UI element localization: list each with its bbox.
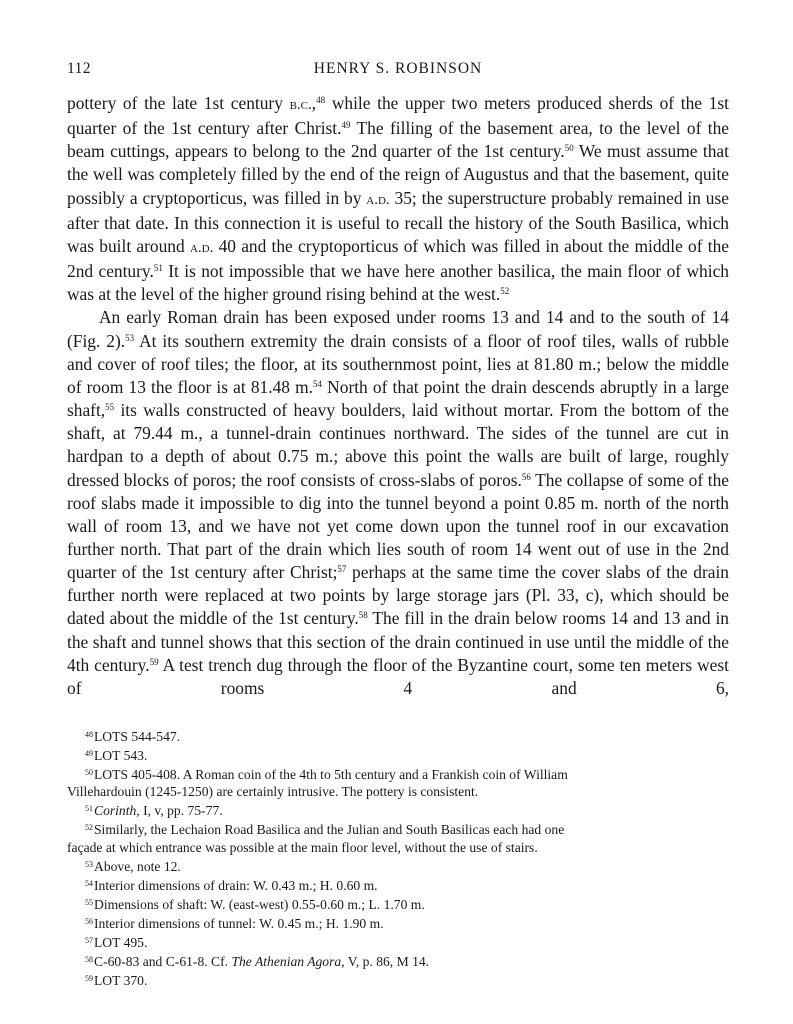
footnote-53: $^{53}$Above, note 12. <box>85 858 181 874</box>
footnote-57: $^{57}$LOT 495. <box>85 935 148 951</box>
footnote-52: $^{52}$Similarly, the Lechaion Road Basilica and the Julian and South Basilicas each had one façade at which entrance was possible at the main floor level, without the use of stairs. <box>67 822 565 855</box>
footnote-ref-52[interactable]: 52 <box>500 286 510 297</box>
footnote-59: $^{59}$LOT 370. <box>85 973 148 989</box>
footnote-48: $^{48}$LOTS 544-547. <box>85 729 181 744</box>
footnote-49: $^{49}$LOT 543. <box>85 748 148 764</box>
paragraph-2: An early Roman drain has been exposed under rooms 13 and 14 and to the south of 14 (Fig. 2).$^{53}$ At its southern extremity the drain consists of a floor of roof tiles, walls of rubble and cover of roof tiles; the floor, at its southernmost point, lies at 81.80 m.; below the middle of room 13 the floor is at 81.48 m.$^{54}$ North of that point the drain descends abruptly in a large shaft,$^{55}$ its walls constructed of heavy boulders, laid without mortar. From the bottom of the shaft, at 79.44 m., a tunnel-drain continues northward. The sides of the tunnel are cut in hardpan to a depth of about 0.75 m.; above this point the walls are built of large, roughly dressed blocks of poros; the roof consists of cross-slabs of poros.$^{56}$ The collapse of some of the roof slabs made it impossible to dig into the tunnel beyond a point 0.85 m. north of the north wall of room 13, and we have not yet come down upon the tunnel roof in our excavation further north. That part of the drain which lies south of room 14 went out of use in the 2nd quarter of the 1st century after Christ;$^{57}$ perhaps at the same time the cover slabs of the drain further north were replaced at two points by large storage jars (Pl. 33, c), which should be dated about the middle of the 1st century.$^{58}$ The fill in the drain below rooms 14 and 13 and in the shaft and tunnel shows that this section of the drain continued in use until the middle of the 4th century.$^{59}$ A test trench dug through the floor of the Byzantine court, some ten meters west of rooms 4 and 6, <box>67 307 730 698</box>
footnote-58: $^{58}$C-60-83 and C-61-8. Cf. The Athenian Agora, V, p. 86, M 14. <box>85 954 430 970</box>
page-header <box>67 60 729 84</box>
body-text <box>67 92 729 700</box>
footnote-ref-55[interactable]: 55 <box>105 402 115 413</box>
footnote-55: $^{55}$Dimensions of shaft: W. (east-west) 0.55-0.60 m.; L. 1.70 m. <box>85 896 425 912</box>
footnotes <box>67 726 729 989</box>
footnote-50: $^{50}$LOTS 405-408. A Roman coin of the 4th to 5th century and a Frankish coin of William Villehardouin (1245-1250) are certainly intrusive. The pottery is consistent. <box>67 767 568 800</box>
footnote-ref-54[interactable]: 54 <box>313 378 323 389</box>
footnote-ref-51[interactable]: 51 <box>153 263 163 274</box>
running-head: HENRY S. ROBINSON <box>313 60 483 77</box>
page-number: 112 <box>67 60 91 77</box>
footnote-ref-59[interactable]: 59 <box>149 656 159 667</box>
footnote-ref-48[interactable]: 48 <box>316 95 326 105</box>
footnote-51: $^{51}$Corinth, I, v, pp. 75-77. <box>85 803 223 819</box>
footnote-ref-50[interactable]: 50 <box>564 143 574 154</box>
footnote-56: $^{56}$Interior dimensions of tunnel: W. 0.45 m.; H. 1.90 m. <box>85 915 384 931</box>
footnote-54: $^{54}$Interior dimensions of drain: W. 0.43 m.; H. 0.60 m. <box>85 877 378 893</box>
footnote-ref-56[interactable]: 56 <box>521 471 531 482</box>
page <box>67 60 729 700</box>
paragraph-1: pottery of the late 1st century b.c.,$^{48}$ while the upper two meters produced sherds of the 1st quarter of the 1st century after Christ.$^{49}$ The filling of the basement area, to the level of the beam cuttings, appears to belong to the 2nd quarter of the 1st century.$^{50}$ We must assume that the well was completely filled by the end of the reign of Augustus and that the basement, quite possibly a cryptoporticus, was filled in by a.d. 35; the superstructure probably remained in use after that date. In this connection it is useful to recall the history of the South Basilica, which was built around a.d. 40 and the cryptoporticus of which was filled in about the middle of the 2nd century.$^{51}$ It is not impossible that we have here another basilica, the main floor of which was at the level of the higher ground rising behind at the west.$^{52}$ <box>67 93 730 305</box>
footnote-ref-49[interactable]: 49 <box>341 120 351 131</box>
footnote-ref-53[interactable]: 53 <box>125 332 135 343</box>
footnote-ref-57[interactable]: 57 <box>337 564 347 575</box>
footnote-ref-58[interactable]: 58 <box>358 610 368 621</box>
